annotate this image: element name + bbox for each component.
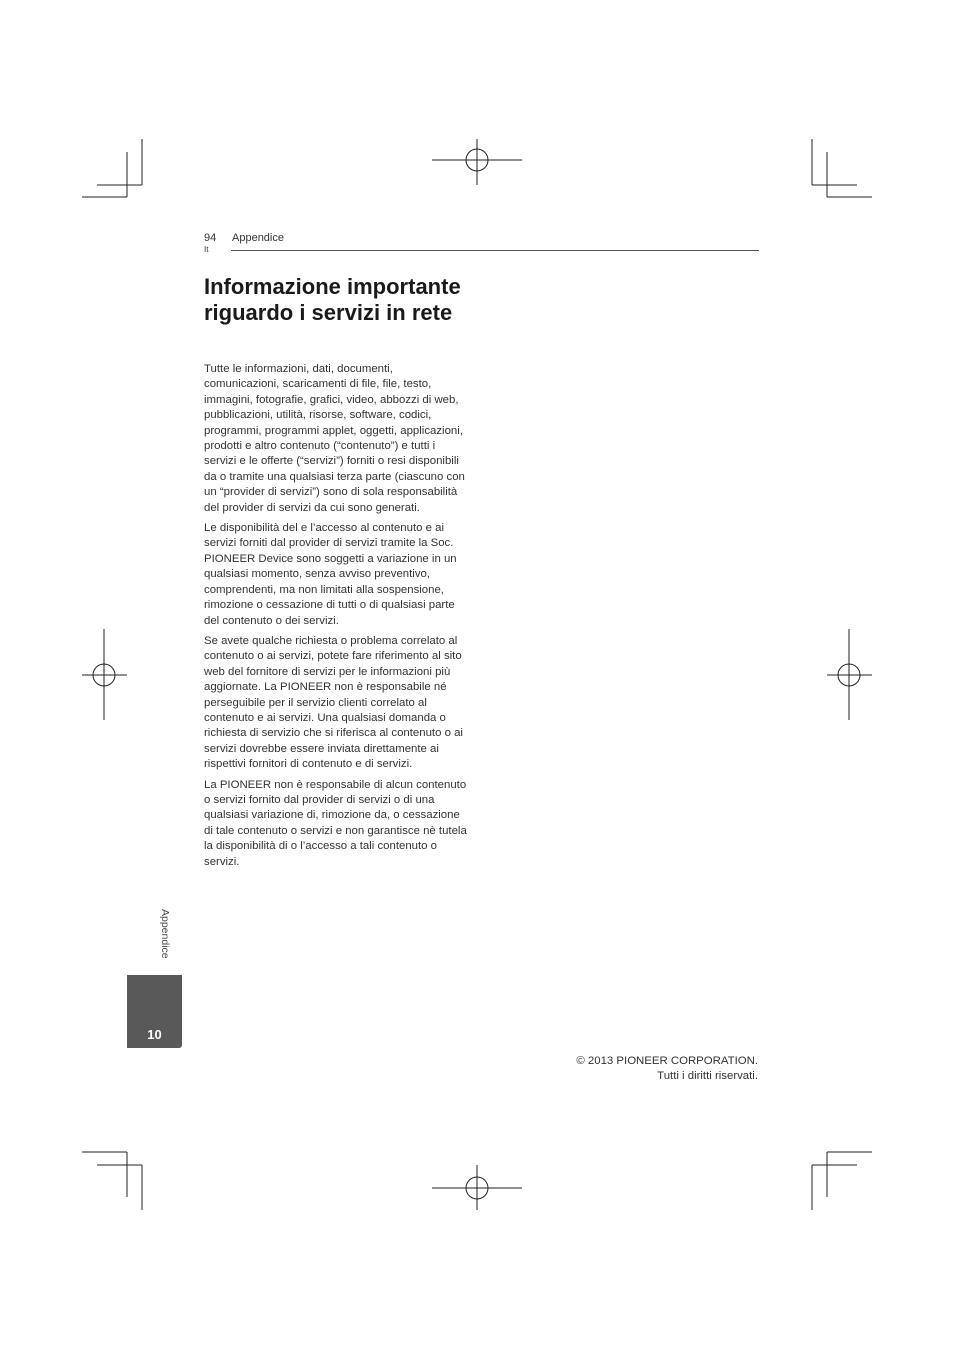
paragraph: La PIONEER non è responsabile di alcun contenuto o servizi fornito dal provider di servizi o di una qualsiasi variazione di, rimozione da, o cessazione di tale contenuto o servizi e non garantisce nè tutela la disponibilità di o l’accesso a tali contenuto o servizi.: [204, 778, 467, 868]
language-code: It: [204, 245, 209, 254]
paragraph: Tutte le informazioni, dati, documenti, comunicazioni, scaricamenti di file, file, testo, immagini, fotografie, grafici, video, abbozzi di web, pubblicazioni, utilità, risorse, software, codici, programmi, programmi applet, oggetti, applicazioni, prodotti e altro contenuto (“contenuto”) e tutti i servizi e le offerte (“servizi”) forniti o resi disponibili da o tramite una qualsiasi terza parte (ciascuno con un “provider di servizi”) sono di sola responsabilità del provider di servizi da cui sono generati.: [204, 363, 465, 514]
paragraph: Le disponibilità del e l’accesso al contenuto e ai servizi forniti dal provider di servizi tramite la Soc. PIONEER Device sono soggetti a variazione in un qualsiasi momento, senza avviso preventivo, comprendenti, ma non limitati alla sospensione, rimozione o cessazione di tutti o di qualsiasi parte del contenuto o dei servizi.: [204, 522, 457, 627]
page-title: Informazione importante riguardo i servizi in rete: [204, 274, 461, 325]
rights-line: Tutti i diritti riservati.: [657, 1070, 758, 1082]
section-header: Appendice: [232, 232, 284, 244]
chapter-tab: [127, 975, 182, 1048]
body-text: [204, 362, 470, 875]
copyright: [576, 1054, 758, 1084]
paragraph: Se avete qualche richiesta o problema correlato al contenuto o ai servizi, potete fare riferimento al sito web del fornitore di servizi per le informazioni più aggiornate. La PIONEER non è responsabile né perseguibile per il servizio clienti correlato al contenuto e ai servizi. Una qualsiasi domanda o richiesta di servizio che si riferisca al contenuto o ai servizi dovrebbe essere inviata direttamente ai rispettivi fornitori di contenuto e di servizi.: [204, 634, 463, 771]
header-rule: [231, 250, 759, 251]
chapter-number: 10: [147, 1027, 162, 1042]
side-tab-label: Appendice: [159, 909, 171, 959]
copyright-line: © 2013 PIONEER CORPORATION.: [576, 1055, 758, 1067]
page-number: 94: [204, 232, 217, 244]
